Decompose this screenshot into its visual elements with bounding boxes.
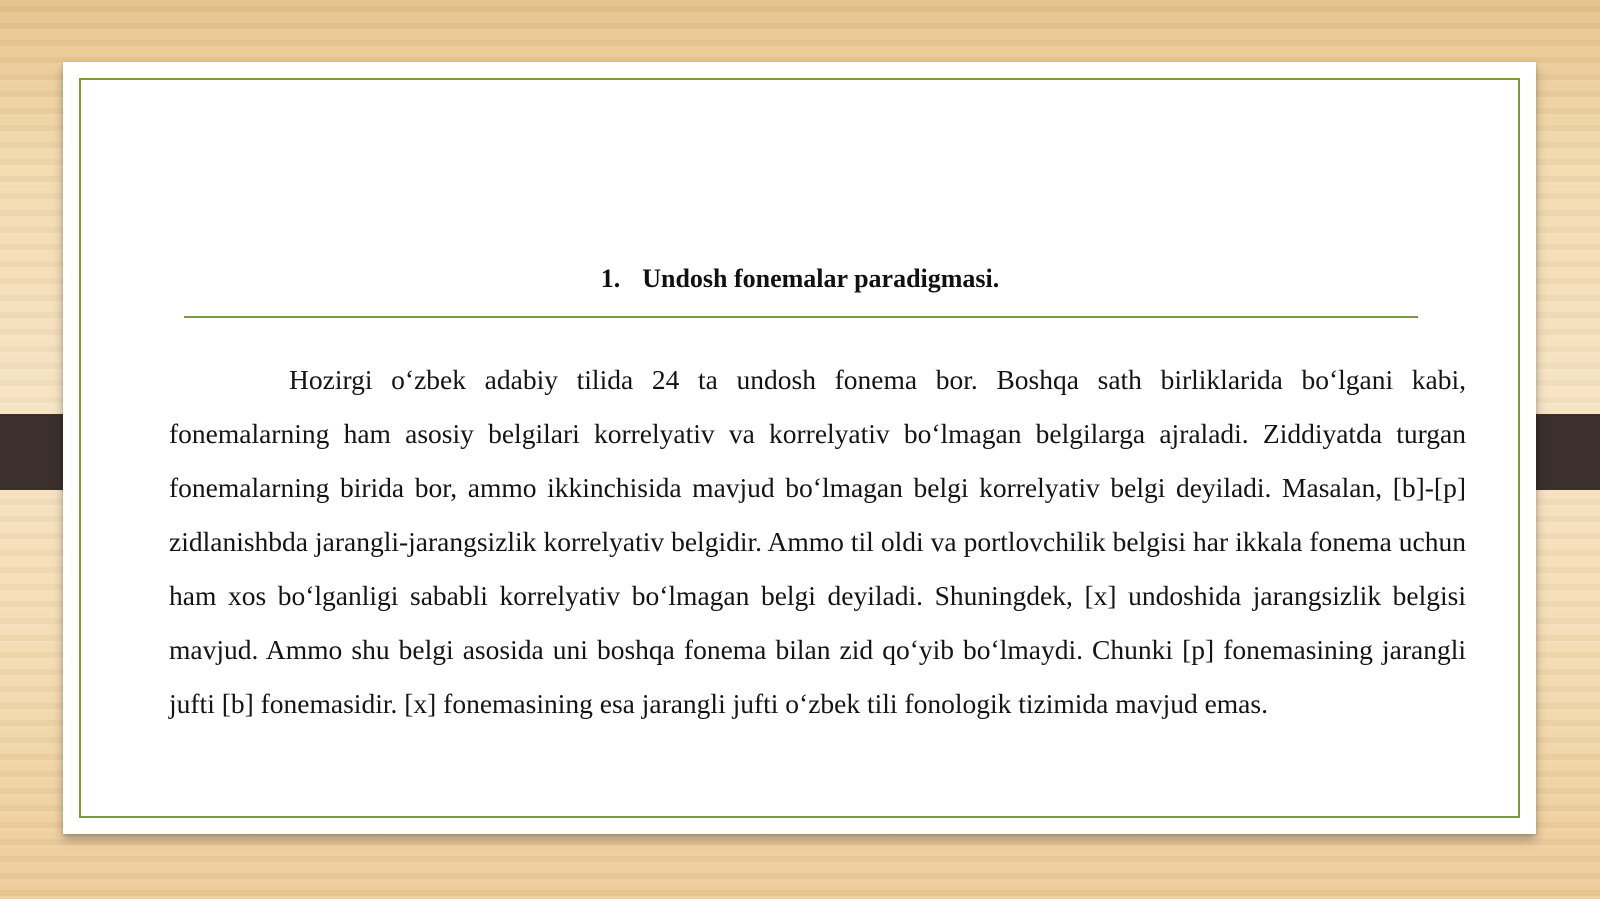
slide-heading: [182, 262, 1418, 296]
body-paragraph: Hozirgi o‘zbek adabiy tilida 24 ta undosh fonema bor. Boshqa sath birliklarida bo‘lgani kabi, fonemalarning ham asosiy belgilari korrelyativ va korrelyativ bo‘lmagan belgilarga ajraladi. Ziddiyatda turgan fonemalarning birida bor, ammo ikkinchisida mavjud bo‘lmagan belgi korrelyativ belgi deyiladi. Masalan, [b]-[p] zidlanishbda jarangli-jarangsizlik korrelyativ belgidir. Ammo til oldi va portlovchilik belgisi har ikkala fonema uchun ham xos bo‘lganligi sababli korrelyativ bo‘lmagan belgi deyiladi. Shuningdek, [x] undoshida jarangsizlik belgisi mavjud. Ammo shu belgi asosida uni boshqa fonema bilan zid qo‘yib bo‘lmaydi. Chunki [p] fonemasining jarangli jufti [b] fonemasidir. [x] fonemasining esa jarangli jufti o‘zbek tili fonologik tizimida mavjud emas.: [169, 364, 1466, 719]
heading-number: 1.: [600, 264, 621, 293]
heading-text: Undosh fonemalar paradigmasi.: [642, 264, 1000, 293]
heading-underline: [184, 316, 1418, 318]
